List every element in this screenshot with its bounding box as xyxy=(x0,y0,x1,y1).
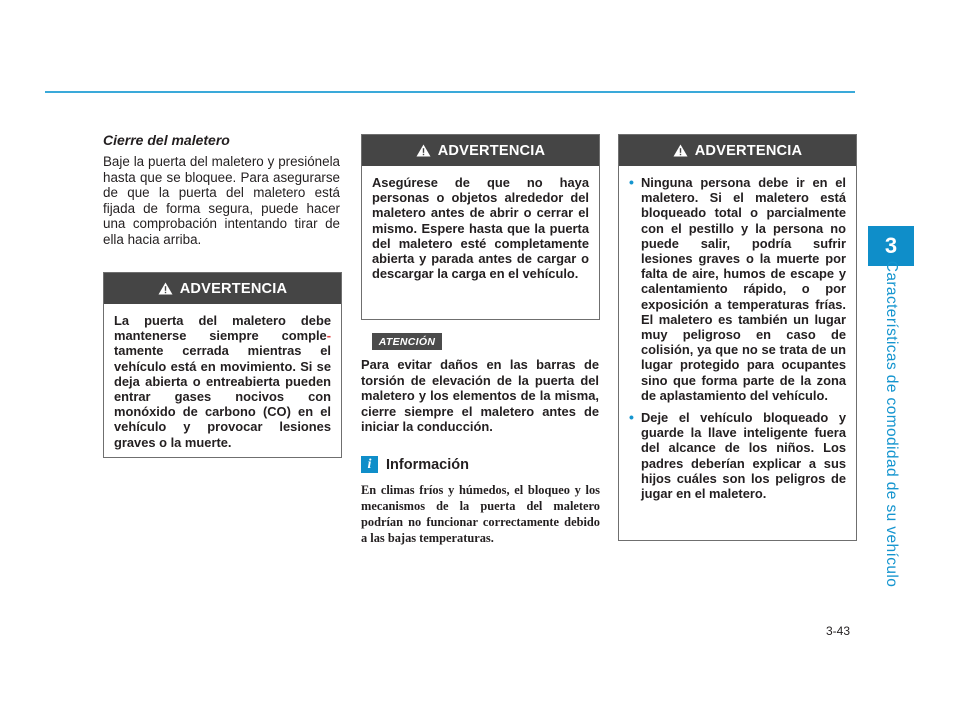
warning-triangle-icon xyxy=(673,144,688,157)
info-icon: i xyxy=(361,456,378,473)
list-item: • Ninguna persona debe ir en el maletero. Si el maletero está bloqueado total o parcialmente con el pestillo y la persona no puede salir, podría sufrir lesiones graves o la muerte por falta de aire, humos de escape y calentamiento rápido, o por exposición a temperaturas frías. El maletero es también un lugar muy peligroso en caso de colisión, ya que no se trata de un lugar protegido para ocupantes sino que forma parte de la zona de aplastamiento del vehículo. xyxy=(629,175,846,403)
top-rule xyxy=(45,91,855,93)
warning-header-label: ADVERTENCIA xyxy=(694,142,803,159)
chapter-title: Características de comodidad de su vehículo xyxy=(883,260,900,588)
warning-text: Asegúrese de que no haya personas o objetos alrededor del maletero antes de abrir o cerrar el mismo. Espere hasta que la puerta del maletero esté completamente abierta y parada antes de cargar o descargar la carga en el vehículo. xyxy=(372,175,589,282)
info-header xyxy=(361,456,469,473)
list-item: • Deje el vehículo bloqueado y guarde la llave inteligente fuera del alcance de los niños. Los padres deberían explicar a sus hijos cuáles son los peligros de jugar en el maletero. xyxy=(629,410,846,501)
warning-header-label: ADVERTENCIA xyxy=(179,280,288,297)
caution-text: Para evitar daños en las barras de torsión de elevación de la puerta del maletero y los elementos de la misma, cierre siempre el maletero antes de iniciar la conducción. xyxy=(361,357,599,435)
column-1 xyxy=(103,132,340,248)
warning-triangle-icon xyxy=(416,144,431,157)
info-text: En climas fríos y húmedos, el bloqueo y los mecanismos de la puerta del maletero podrían no funcionar correctamente debido a las bajas temperaturas. xyxy=(361,483,600,545)
warning-box-3 xyxy=(618,134,857,541)
warning-triangle-icon xyxy=(158,282,173,295)
warning-header xyxy=(619,135,856,166)
warning-list xyxy=(629,175,846,501)
section-title: Cierre del maletero xyxy=(103,132,230,148)
caution-badge: ATENCIÓN xyxy=(372,333,442,350)
warning-box-1 xyxy=(103,272,342,458)
page-number: 3-43 xyxy=(826,624,851,638)
info-title: Información xyxy=(386,456,469,473)
warning-header xyxy=(104,273,341,304)
warning-box-2 xyxy=(361,134,600,320)
section-paragraph: Baje la puerta del maletero y presiónela hasta que se bloquee. Para asegurarse de que la puerta del maletero está fijada de forma segura, puede hacer una comprobación intentando tirar de ella hacia arriba. xyxy=(103,154,340,247)
warning-text xyxy=(619,166,856,517)
warning-header-label: ADVERTENCIA xyxy=(437,142,546,159)
warning-text: La puerta del maletero debe mantenerse siempre comple-tamente cerrada mientras el vehículo está en movimiento. Si se deja abierta o entreabierta pueden entrar gases nocivos con monóxido de carbono (CO) en el vehículo y provocar lesiones graves o la muerte. xyxy=(114,313,331,450)
chapter-tab: 3 xyxy=(868,226,914,266)
warning-header xyxy=(362,135,599,166)
